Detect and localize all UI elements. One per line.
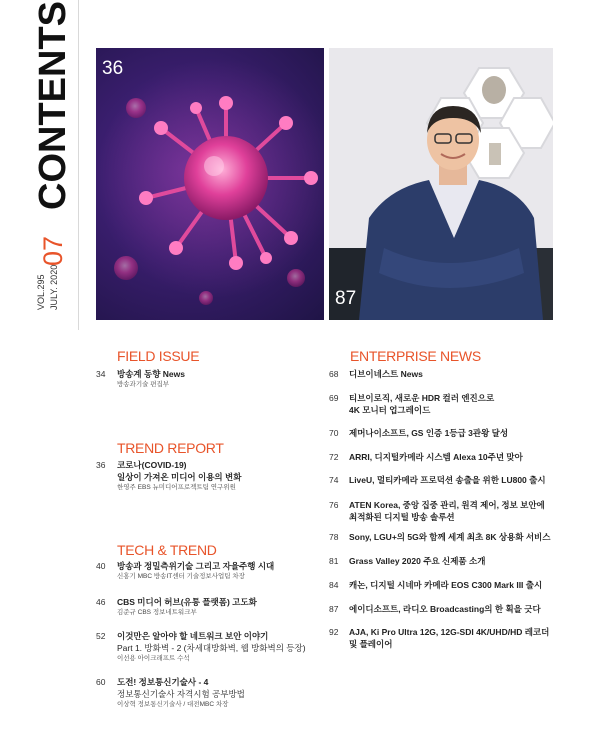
interview-photo[interactable]	[329, 48, 553, 320]
entry-author: 이선용 아이크래프트 수석	[117, 655, 190, 662]
entry-title: Sony, LGU+의 5G와 함께 세계 최초 8K 상용화 서비스	[349, 532, 551, 542]
toc-entry[interactable]	[329, 626, 589, 650]
entry-title: ATEN Korea, 중앙 집중 관리, 원격 제어, 정보 보안에	[349, 500, 545, 510]
toc-entry[interactable]	[329, 451, 589, 463]
entry-author: 방송과기술 편집부	[117, 381, 170, 388]
toc-entry[interactable]	[329, 531, 589, 543]
section-heading-tech-trend: TECH & TREND	[117, 542, 217, 558]
entry-author: 이상혁 정보통신기술사 / 대전MBC 차장	[117, 701, 229, 708]
photo-page-number: 36	[102, 58, 124, 79]
section-heading-trend-report: TREND REPORT	[117, 440, 224, 456]
issue-number: 07	[38, 235, 68, 266]
issue-date: JULY. 2020	[49, 264, 59, 310]
entry-title: 도전! 정보통신기술사 - 4	[117, 677, 209, 687]
entry-title: 에이디소프트, 라디오 Broadcasting의 한 획을 긋다	[349, 604, 541, 614]
contents-title: CONTENTS	[32, 1, 74, 210]
page-number: 68	[329, 369, 339, 379]
entry-title: LiveU, 멀티카메라 프로덕션 송출을 위한 LU800 출시	[349, 475, 546, 485]
page-number: 70	[329, 428, 339, 438]
page-number: 74	[329, 475, 339, 485]
page-number: 84	[329, 580, 339, 590]
toc-entry[interactable]	[329, 555, 589, 567]
entry-title: AJA, Ki Pro Ultra 12G, 12G-SDI 4K/UHD/HD 레코더	[349, 627, 550, 637]
entry-title: ARRI, 디지털카메라 시스템 Alexa 10주년 맞아	[349, 452, 523, 462]
entry-title: 방송과 정밀측위기술 그리고 자율주행 시대	[117, 561, 275, 571]
page-number: 52	[96, 631, 106, 641]
entry-title: 디브이네스트 News	[349, 369, 423, 379]
toc-entry[interactable]	[329, 392, 589, 416]
person-illustration	[329, 48, 553, 320]
entry-title-line2: 최적화된 디지털 방송 솔루션	[349, 512, 455, 522]
toc-entry[interactable]	[96, 676, 316, 710]
page-number: 72	[329, 452, 339, 462]
masthead	[30, 1, 76, 330]
page-number: 81	[329, 556, 339, 566]
entry-title: 코로나(COVID-19)	[117, 460, 187, 470]
entry-title-line2: 일상이 가져온 미디어 이용의 변화	[117, 472, 242, 482]
page-number: 40	[96, 561, 106, 571]
toc-entry[interactable]	[96, 459, 316, 495]
toc-entry[interactable]	[329, 474, 589, 486]
entry-author: 신홍기 MBC 방송IT센터 기술정보사업팀 차장	[117, 573, 245, 580]
vertical-divider	[78, 0, 79, 330]
toc-entry[interactable]	[329, 368, 589, 380]
toc-entry[interactable]	[96, 596, 316, 618]
entry-title: 이것만은 알아야 할 네트워크 보안 이야기	[117, 631, 269, 641]
toc-entry[interactable]	[329, 499, 589, 523]
virus-illustration	[96, 48, 324, 320]
page-number: 78	[329, 532, 339, 542]
section-heading-field-issue: FIELD ISSUE	[117, 348, 200, 364]
page-number: 69	[329, 393, 339, 403]
page-number: 87	[329, 604, 339, 614]
toc-entry[interactable]	[329, 579, 589, 591]
photo-page-number: 87	[335, 288, 357, 309]
toc-entry[interactable]	[96, 368, 316, 390]
entry-author: 김준규 CBS 정보네트워크부	[117, 609, 197, 616]
page-number: 60	[96, 677, 106, 687]
entry-title: 제머나이소프트, GS 인증 1등급 3관왕 달성	[349, 428, 509, 438]
toc-entry[interactable]	[329, 427, 589, 439]
entry-title-line2: 및 플레이어	[349, 639, 393, 649]
entry-title-line2: 4K 모니터 업그레이드	[349, 405, 431, 415]
page-number: 46	[96, 597, 106, 607]
entry-title: Grass Valley 2020 주요 신제품 소개	[349, 556, 486, 566]
page-number: 76	[329, 500, 339, 510]
entry-title: CBS 미디어 허브(유통 플랫폼) 고도화	[117, 597, 257, 607]
page-number: 36	[96, 460, 106, 470]
entry-author: 한영주 EBS 뉴미디어프로젝트팀 연구위원	[117, 484, 236, 491]
volume-label: VOL.295	[36, 274, 46, 310]
page-number: 92	[329, 627, 339, 637]
entry-title-line2: Part 1. 방화벽 - 2 (차세대방화벽, 웹 방화벽의 등장)	[117, 643, 306, 653]
entry-title-line2: 정보통신기술사 자격시험 공부방법	[117, 689, 245, 699]
toc-entry[interactable]	[329, 603, 589, 615]
page-number: 34	[96, 369, 106, 379]
entry-title: 방송계 동향 News	[117, 369, 185, 379]
toc-entry[interactable]	[96, 560, 316, 582]
section-heading-enterprise-news: ENTERPRISE NEWS	[350, 348, 481, 364]
entry-title: 캐논, 디지털 시네마 카메라 EOS C300 Mark III 출시	[349, 580, 543, 590]
toc-entry[interactable]	[96, 630, 316, 664]
entry-title: 티브이로직, 새로운 HDR 컬러 엔진으로	[349, 393, 495, 403]
virus-photo[interactable]	[96, 48, 324, 320]
